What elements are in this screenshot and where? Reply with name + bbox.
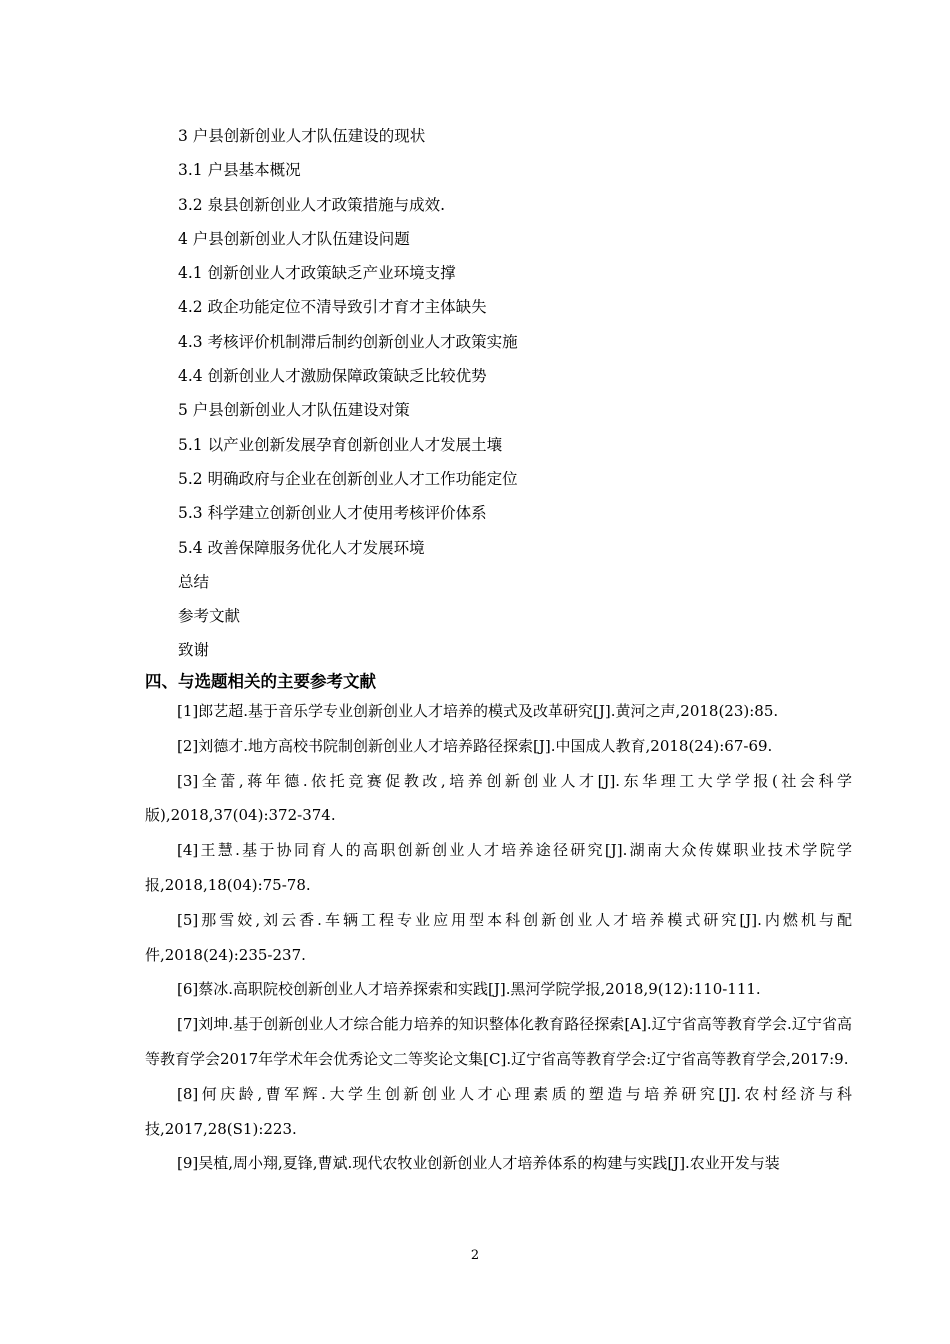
toc-item: 5 户县创新创业人才队伍建设对策: [178, 401, 410, 420]
reference-item: [2]刘德才.地方高校书院制创新创业人才培养路径探索[J].中国成人教育,2018(24):67-69.: [177, 736, 773, 755]
table-of-contents: [178, 124, 858, 673]
toc-item: 5.1 以产业创新发展孕育创新创业人才发展土壤: [178, 435, 503, 454]
toc-item: 4.4 创新创业人才激励保障政策缺乏比较优势: [178, 367, 487, 386]
reference-item: [3]全蕾,蒋年德.依托竞赛促教改,培养创新创业人才[J].东华理工大学学报(社会科学版),2018,37(04):372-374.: [145, 771, 852, 825]
toc-item: 4.1 创新创业人才政策缺乏产业环境支撑: [178, 264, 456, 283]
toc-item: 5.2 明确政府与企业在创新创业人才工作功能定位: [178, 469, 518, 488]
toc-item: 3.2 泉县创新创业人才政策措施与成效.: [178, 195, 446, 214]
toc-item: 参考文献: [178, 607, 241, 626]
toc-item: 3.1 户县基本概况: [178, 161, 301, 180]
toc-item: 4 户县创新创业人才队伍建设问题: [178, 229, 410, 248]
toc-item: 5.4 改善保障服务优化人才发展环境: [178, 538, 425, 557]
toc-item: 4.3 考核评价机制滞后制约创新创业人才政策实施: [178, 332, 518, 351]
reference-item: [4]王慧.基于协同育人的高职创新创业人才培养途径研究[J].湖南大众传媒职业技术学院学报,2018,18(04):75-78.: [145, 841, 852, 894]
reference-item: [7]刘坤.基于创新创业人才综合能力培养的知识整体化教育路径探索[A].辽宁省高等教育学会.辽宁省高等教育学会2017年学术年会优秀论文二等奖论文集[C].辽宁省高等教育学会:辽宁省高等教育学会,2017:9.: [145, 1015, 852, 1068]
reference-item: [5]那雪姣,刘云香.车辆工程专业应用型本科创新创业人才培养模式研究[J].内燃机与配件,2018(24):235-237.: [145, 910, 852, 964]
section-heading: 四、与选题相关的主要参考文献: [145, 672, 376, 691]
toc-item: 4.2 政企功能定位不清导致引才育才主体缺失: [178, 298, 487, 317]
toc-item: 5.3 科学建立创新创业人才使用考核评价体系: [178, 504, 487, 523]
toc-item: 3 户县创新创业人才队伍建设的现状: [178, 127, 426, 145]
reference-item: [1]郎艺超.基于音乐学专业创新创业人才培养的模式及改革研究[J].黄河之声,2018(23):85.: [177, 702, 779, 720]
toc-item: 总结: [178, 572, 210, 591]
reference-item: [6]蔡冰.高职院校创新创业人才培养探索和实践[J].黑河学院学报,2018,9(12):110-111.: [177, 980, 761, 999]
page-number: 2: [470, 1248, 480, 1263]
reference-item: [9]吴植,周小翔,夏锋,曹斌.现代农牧业创新创业人才培养体系的构建与实践[J].农业开发与装: [177, 1154, 780, 1173]
toc-item: 致谢: [178, 641, 210, 660]
reference-list: [145, 694, 852, 1181]
reference-item: [8]何庆龄,曹军辉.大学生创新创业人才心理素质的塑造与培养研究[J].农村经济与科技,2017,28(S1):223.: [145, 1084, 852, 1138]
